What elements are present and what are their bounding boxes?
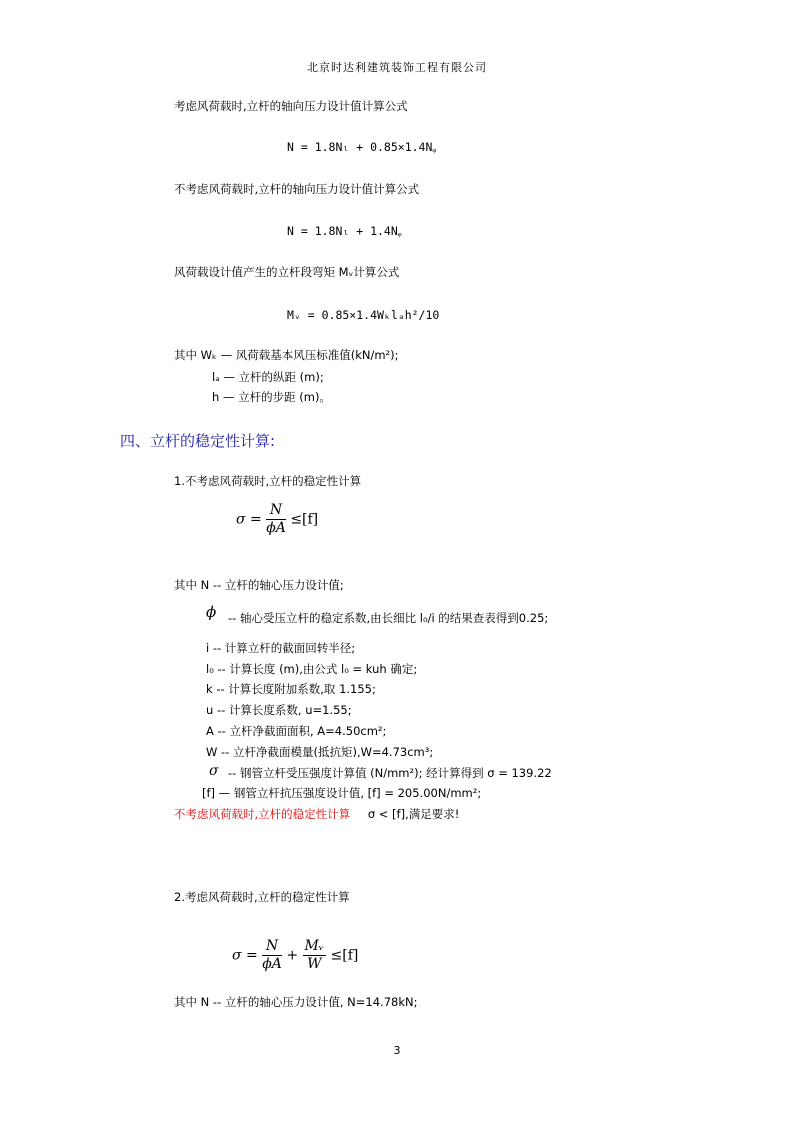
definition-line: [f] — 钢管立杆抗压强度设计值, [f] = 205.00N/mm²; — [202, 786, 482, 800]
formula-lhs: σ — [236, 511, 246, 528]
formula-line: N = 1.8Nₗ + 0.85×1.4Nᵩ — [287, 140, 437, 154]
formula-numerator: Mᵥ — [304, 938, 325, 954]
formula-stability-2: σ = $\frac{N}{\phi A}$ + $\frac{\text{Mᵥ}}{W}$ ≤[f] — [232, 938, 359, 972]
formula-fraction-1 — [262, 938, 282, 973]
text-line: 考虑风荷载时,立杆的轴向压力设计值计算公式 — [174, 99, 408, 113]
section-title: 四、立杆的稳定性计算: — [120, 432, 276, 450]
subsection-title: 2.考虑风荷载时,立杆的稳定性计算 — [174, 890, 350, 904]
sigma-symbol: σ — [209, 763, 219, 779]
formula-line: N = 1.8Nₗ + 1.4Nᵩ — [287, 224, 402, 238]
definition-line: 其中 Wₖ — 风荷载基本风压标准值(kN/m²); — [174, 348, 399, 362]
text-line: 风荷载设计值产生的立杆段弯矩 Mᵥ计算公式 — [174, 265, 400, 279]
definition-line: A -- 立杆净截面面积, A=4.50cm²; — [206, 724, 387, 738]
definition-line: h — 立杆的步距 (m)。 — [212, 390, 331, 404]
definition-line: i -- 计算立杆的截面回转半径; — [206, 641, 356, 655]
formula-stability-1: σ = $\frac{N}{\phi A}$ ≤[f] — [236, 502, 319, 536]
formula-fraction-2 — [303, 938, 327, 973]
conclusion-line — [174, 806, 459, 822]
conclusion-label: 不考虑风荷载时,立杆的稳定性计算 — [174, 807, 351, 821]
conclusion-result: σ < [f],满足要求! — [367, 807, 460, 821]
phi-symbol: ϕ — [206, 603, 217, 621]
definition-line: k -- 计算长度附加系数,取 1.155; — [206, 682, 376, 696]
formula-rhs: ≤[f] — [330, 947, 359, 964]
definition-line: l₀ -- 计算长度 (m),由公式 l₀ = kuh 确定; — [206, 662, 418, 676]
text-line: 不考虑风荷载时,立杆的轴向压力设计值计算公式 — [174, 182, 420, 196]
definition-line: lₐ — 立杆的纵距 (m); — [212, 370, 324, 384]
formula-denominator: ϕA — [266, 520, 286, 536]
definition-line: -- 钢管立杆受压强度计算值 (N/mm²); 经计算得到 σ = 139.22 — [228, 766, 552, 780]
formula-denominator: ϕA — [262, 956, 282, 972]
page-number: 3 — [393, 1044, 401, 1057]
formula-numerator: N — [262, 938, 282, 956]
definition-line: -- 轴心受压立杆的稳定系数,由长细比 l₀/i 的结果查表得到0.25; — [228, 611, 549, 625]
subsection-title: 1.不考虑风荷载时,立杆的稳定性计算 — [174, 474, 362, 488]
formula-numerator: N — [266, 502, 286, 520]
formula-line: Mᵥ = 0.85×1.4Wₖlₐh²/10 — [287, 308, 440, 322]
definition-line: W -- 立杆净截面模量(抵抗矩),W=4.73cm³; — [206, 745, 434, 759]
definition-line: 其中 N -- 立杆的轴心压力设计值, N=14.78kN; — [174, 995, 418, 1009]
definition-line: 其中 N -- 立杆的轴心压力设计值; — [174, 578, 344, 592]
page-header: 北京时达利建筑装饰工程有限公司 — [307, 61, 487, 74]
formula-fraction — [266, 502, 286, 537]
formula-lhs: σ — [232, 947, 242, 964]
formula-denominator: W — [307, 956, 322, 972]
formula-rhs: ≤[f] — [290, 511, 319, 528]
definition-line: u -- 计算长度系数, u=1.55; — [206, 703, 352, 717]
